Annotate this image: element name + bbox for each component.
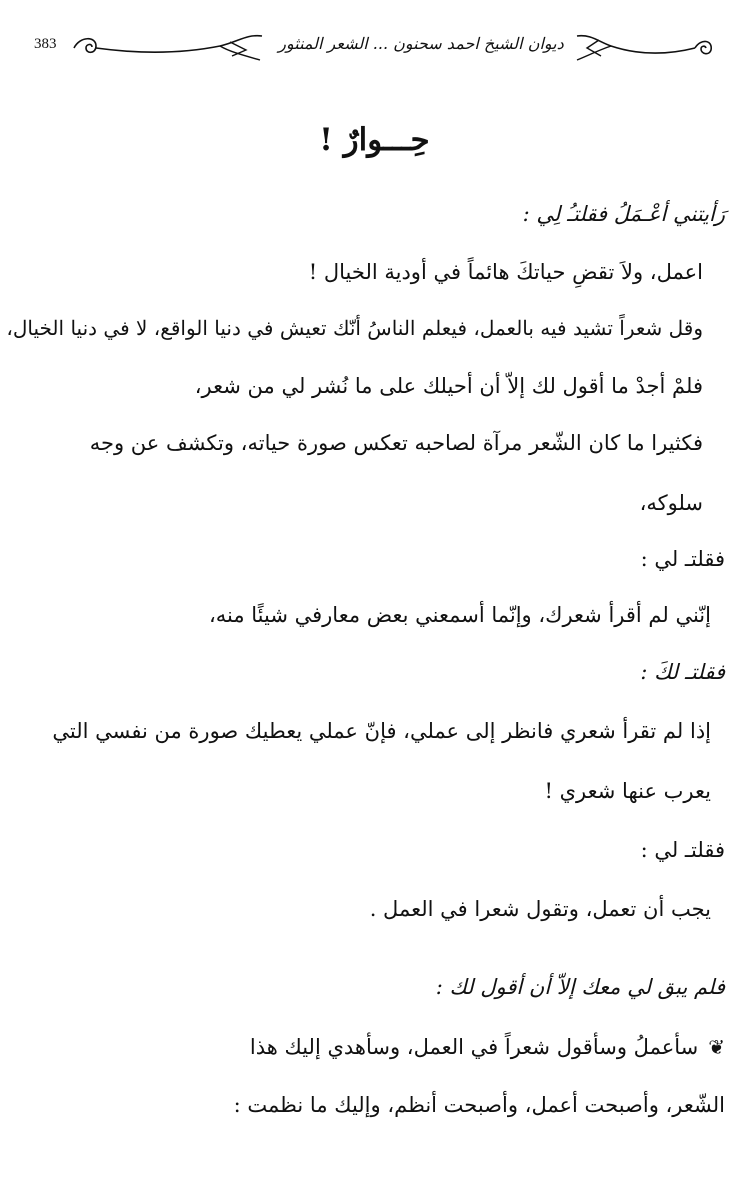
dialogue-line-1: رَأيتني أعْـمَلُ فقلتـُ لِي :: [522, 202, 725, 226]
dialogue-line-7: إنّني لم أقرأ شعرك، وإنّما أسمعني بعض معارفي شيئًا منه،: [208, 603, 711, 627]
closing-line-1-text: سأعملُ وسأقول شعراً في العمل، وسأهدي إليك هذا: [249, 1035, 699, 1059]
speaker-label-3: فقلتـ لي :: [640, 838, 725, 862]
closing-line-2: الشّعر، وأصبحت أعمل، وأصبحت أنظم، وإليك ما نظمت :: [233, 1093, 725, 1117]
dialogue-line-2: اعمل، ولاَ تقضِ حياتكَ هائماً في أودية الخيال !: [308, 260, 703, 284]
closing-line-1: [250, 1032, 725, 1062]
speaker-label-1: فقلتـ لي :: [640, 547, 725, 571]
running-header: [26, 22, 722, 72]
dialogue-line-4: فلمْ أجدْ ما أقول لك إلاّ أن أحيلك على ما نُشر لي من شعر،: [194, 374, 703, 398]
poem-title: حِـــوارٌ !: [319, 122, 430, 158]
dialogue-line-6: سلوكه،: [639, 491, 703, 515]
dialogue-line-3: وقل شعراً تشيد فيه بالعمل، فيعلم الناسُ أنّك تعيش في دنيا الواقع، لا في دنيا الخيال،: [6, 316, 703, 340]
dialogue-line-9: يعرب عنها شعري !: [544, 779, 711, 803]
running-title: ديوان الشيخ احمد سحنون ... الشعر المنثور: [278, 34, 564, 53]
speaker-label-2: فقلتـ لكَ :: [640, 660, 725, 684]
page-number: 383: [34, 36, 57, 52]
dialogue-line-10: يجب أن تعمل، وتقول شعرا في العمل .: [369, 897, 711, 921]
leaf-ornament-icon: ❦: [708, 1035, 725, 1059]
scroll-flourish-icon: [70, 30, 270, 66]
scroll-flourish-icon: [571, 30, 716, 66]
dialogue-line-5: فكثيرا ما كان الشّعر مرآة لصاحبه تعكس صورة حياته، وتكشف عن وجه: [89, 431, 703, 455]
dialogue-line-8: إذا لم تقرأ شعري فانظر إلى عملي، فإنّ عملي يعطيك صورة من نفسي التي: [52, 719, 711, 743]
dialogue-line-11: فلم يبق لي معك إلاّ أن أقول لك :: [435, 975, 725, 999]
